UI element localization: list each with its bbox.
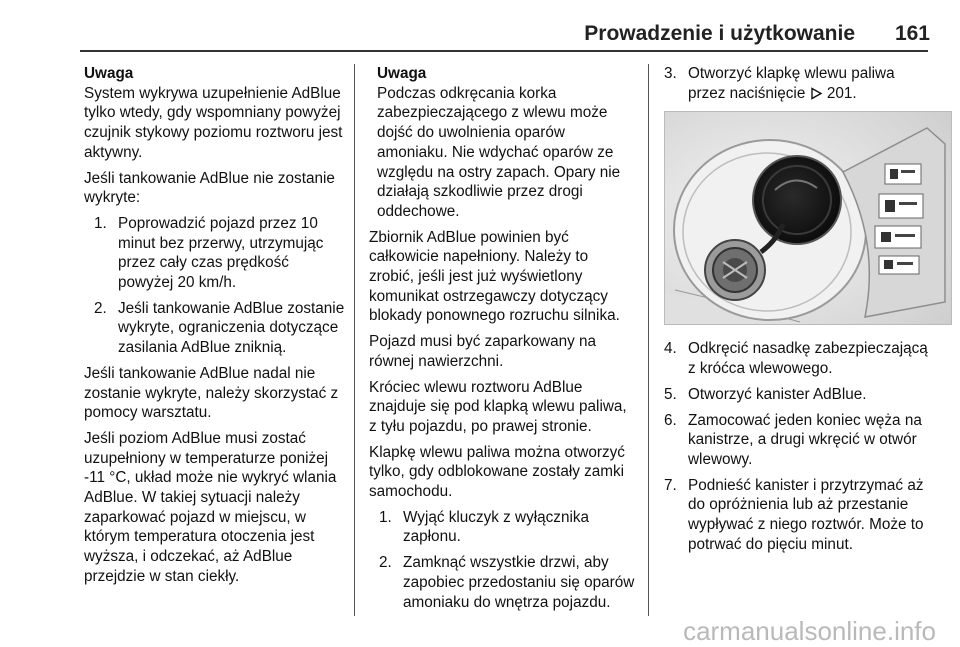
- list-number: 7.: [664, 476, 677, 494]
- list-text: Podnieść kanister i przytrzymać aż do opróżnienia lub aż przestanie wypływać z niego roztwór. Może to potrwać do pięciu minut.: [688, 476, 924, 553]
- paragraph: Jeśli tankowanie AdBlue nie zostanie wykryte:: [84, 169, 335, 207]
- list-item: [379, 553, 637, 612]
- list-number: 4.: [664, 340, 677, 358]
- note-block: [377, 64, 637, 222]
- list-text: Poprowadzić pojazd przez 10 minut bez przerwy, utrzymując przez cały czas prędkość powyżej 20 km/h.: [118, 214, 324, 292]
- paragraph: Jeśli poziom AdBlue musi zostać uzupełniony w temperaturze poniżej -11 °C, układ może nie wykryć wlania AdBlue. W takiej sytuacji należy zaparkować pojazd w miejscu, w którym temperatura otoczenia jest wyższa, i odczekać, aż AdBlue przejdzie w stan ciekły.: [84, 429, 337, 585]
- numbered-list: [664, 64, 936, 105]
- list-text: Zamknąć wszystkie drzwi, aby zapobiec przedostaniu się oparów amoniaku do wnętrza pojazdu.: [403, 554, 635, 611]
- list-item: [94, 299, 346, 358]
- list-text: Jeśli tankowanie AdBlue zostanie wykryte, ograniczenia dotyczące zasilania AdBlue zniknią.: [118, 299, 345, 357]
- note-text: Podczas odkręcania korka zabezpieczającego z wlewu może dojść do uwolnienia oparów amoniaku. Nie wdychać oparów ze względu na ostry zapach. Opary nie działają szkodliwie przez drogi oddechowe.: [377, 84, 621, 220]
- list-number: 1.: [379, 508, 392, 526]
- list-number: 3.: [664, 65, 677, 82]
- list-item: [664, 339, 936, 378]
- column-3: [664, 64, 936, 560]
- column-2: [369, 64, 637, 618]
- paragraph: Klapkę wlewu paliwa można otworzyć tylko, gdy odblokowane zostały zamki samochodu.: [369, 443, 625, 501]
- column-divider-1: [354, 64, 355, 616]
- fuel-filler-figure: [664, 111, 952, 325]
- list-item: [664, 411, 936, 470]
- paragraph: Króciec wlewu roztworu AdBlue znajduje się pod klapką wlewu paliwa, z tyłu pojazdu, po prawej stronie.: [369, 378, 627, 435]
- paragraph: Pojazd musi być zaparkowany na równej nawierzchni.: [369, 333, 597, 370]
- paragraph: Zbiornik AdBlue powinien być całkowicie napełniony. Należy to zrobić, jeśli jest już wyświetlony komunikat ostrzegawczy dotyczący blokady ponownego rozruchu silnika.: [369, 228, 620, 325]
- list-item: [664, 476, 936, 555]
- page-reference-arrow-icon: [810, 86, 823, 106]
- note-title: Uwaga: [84, 65, 134, 82]
- list-text: Otworzyć klapkę wlewu paliwa przez naciśnięcie: [688, 65, 895, 102]
- fuel-filler-illustration: [665, 112, 951, 324]
- list-text: Otworzyć kanister AdBlue.: [688, 385, 867, 403]
- numbered-list: [379, 508, 637, 613]
- column-divider-2: [648, 64, 649, 616]
- paragraph: Jeśli tankowanie AdBlue nadal nie zostanie wykryte, należy skorzystać z pomocy warsztatu.: [84, 364, 339, 422]
- list-item: [379, 508, 637, 547]
- list-item: [94, 214, 346, 293]
- header-rule: [80, 50, 928, 52]
- note-title: Uwaga: [377, 65, 427, 82]
- page-number: 161: [894, 22, 930, 45]
- numbered-list: [664, 339, 936, 554]
- list-text: Odkręcić nasadkę zabezpieczającą z króćca wlewowego.: [688, 340, 928, 378]
- watermark: carmanualsonline.info: [683, 616, 936, 646]
- list-text: Zamocować jeden koniec węża na kanistrze, a drugi wkręcić w otwór wlewowy.: [688, 411, 922, 468]
- page-header-title: Prowadzenie i użytkowanie: [584, 22, 855, 45]
- list-item: [664, 385, 936, 405]
- list-number: 5.: [664, 385, 677, 403]
- list-number: 2.: [94, 299, 107, 317]
- list-number: 2.: [379, 554, 392, 572]
- column-1: [84, 64, 346, 593]
- list-number: 6.: [664, 411, 677, 429]
- list-item: [664, 64, 936, 105]
- list-number: 1.: [94, 214, 107, 232]
- page-reference[interactable]: 201.: [826, 84, 857, 102]
- list-text: Wyjąć kluczyk z wyłącznika zapłonu.: [403, 508, 590, 546]
- note-text: System wykrywa uzupełnienie AdBlue tylko wtedy, gdy wspomniany powyżej czujnik stykowy poziomu roztworu jest aktywny.: [84, 84, 343, 161]
- numbered-list: [94, 214, 346, 358]
